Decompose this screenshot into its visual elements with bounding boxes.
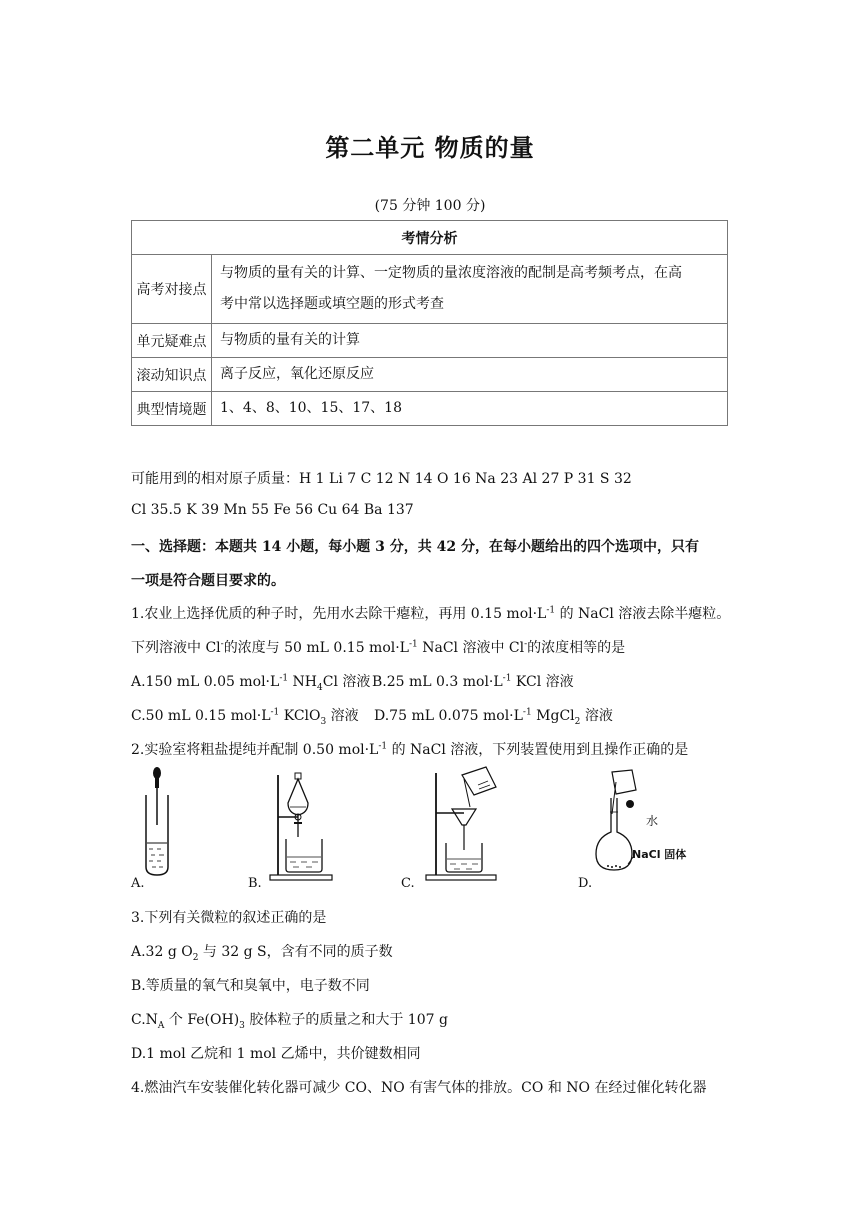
superscript: -1 bbox=[546, 605, 556, 616]
question-1-option-c[interactable] bbox=[131, 705, 359, 727]
question-1-option-d[interactable] bbox=[374, 705, 613, 727]
text: 胶体粒子的质量之和大于 107 g bbox=[244, 1012, 448, 1028]
apparatus-label-b: B. bbox=[248, 876, 262, 891]
table-key: 滚动知识点 bbox=[132, 358, 212, 392]
superscript: -1 bbox=[378, 741, 388, 752]
text: B.25 mL 0.3 mol·L bbox=[372, 674, 503, 690]
apparatus-b-separatory-funnel bbox=[268, 765, 338, 885]
apparatus-a-dropper-tube bbox=[137, 765, 187, 880]
superscript: -1 bbox=[279, 673, 289, 684]
text: A.32 g O bbox=[131, 944, 193, 960]
text: 个 Fe(OH) bbox=[164, 1012, 240, 1028]
table-row bbox=[132, 324, 728, 358]
question-3-stem: 3.下列有关微粒的叙述正确的是 bbox=[131, 910, 327, 926]
subscript: 2 bbox=[574, 716, 581, 727]
text: 的浓度相等的是 bbox=[527, 640, 626, 656]
nacl-solid-label: NaCl 固体 bbox=[632, 848, 687, 861]
subscript: 4 bbox=[317, 682, 323, 693]
subscript: 3 bbox=[239, 1020, 245, 1031]
apparatus-c-filtration bbox=[424, 765, 504, 885]
question-1-stem bbox=[131, 603, 730, 623]
text: NaCl 溶液中 Cl bbox=[417, 640, 525, 656]
text: NH bbox=[288, 674, 318, 690]
table-value: 1、4、8、10、15、17、18 bbox=[212, 392, 728, 426]
table-row bbox=[132, 255, 728, 324]
text: 2.实验室将粗盐提纯并配制 0.50 mol·L bbox=[131, 742, 379, 758]
atomic-masses-line: 可能用到的相对原子质量：H 1 Li 7 C 12 N 14 O 16 Na 23 Al 27 P 31 S 32 bbox=[131, 471, 632, 487]
superscript: -1 bbox=[270, 707, 280, 718]
question-3-option-d[interactable]: D.1 mol 乙烷和 1 mol 乙烯中，共价键数相同 bbox=[131, 1046, 421, 1062]
atomic-masses-line: Cl 35.5 K 39 Mn 55 Fe 56 Cu 64 Ba 137 bbox=[131, 502, 414, 518]
text: Cl 溶液 bbox=[322, 674, 371, 690]
table-value-line: 考中常以选择题或填空题的形式考查 bbox=[220, 296, 444, 312]
text: A.150 mL 0.05 mol·L bbox=[131, 674, 280, 690]
question-3-option-a[interactable] bbox=[131, 941, 393, 963]
superscript: -1 bbox=[502, 673, 512, 684]
text: 与 32 g S，含有不同的质子数 bbox=[198, 944, 393, 960]
text: 的浓度与 50 mL 0.15 mol·L bbox=[223, 640, 409, 656]
text: 溶液 bbox=[326, 708, 359, 724]
subscript: 3 bbox=[320, 716, 327, 727]
superscript: - bbox=[524, 639, 528, 650]
question-4-stem: 4.燃油汽车安装催化转化器可减少 CO、NO 有害气体的排放。CO 和 NO 在经过催化转化器 bbox=[131, 1080, 707, 1096]
question-1-option-a[interactable] bbox=[131, 671, 370, 693]
text: 溶液 bbox=[580, 708, 613, 724]
page-title: 第二单元 物质的量 bbox=[325, 134, 535, 162]
question-2-stem bbox=[131, 739, 688, 759]
table-row bbox=[132, 392, 728, 426]
table-key: 典型情境题 bbox=[132, 392, 212, 426]
text: D.75 mL 0.075 mol·L bbox=[374, 708, 523, 724]
question-1-option-b[interactable] bbox=[372, 671, 574, 691]
table-header-row bbox=[132, 221, 728, 255]
text: MgCl bbox=[531, 708, 575, 724]
table-key: 高考对接点 bbox=[132, 255, 212, 324]
water-label: 水 bbox=[646, 814, 659, 828]
text: KClO bbox=[279, 708, 321, 724]
subscript: A bbox=[157, 1020, 165, 1031]
table-value bbox=[212, 255, 728, 324]
table-value: 离子反应，氧化还原反应 bbox=[212, 358, 728, 392]
table-value: 与物质的量有关的计算 bbox=[212, 324, 728, 358]
apparatus-label-d: D. bbox=[578, 876, 593, 891]
table-key: 单元疑难点 bbox=[132, 324, 212, 358]
subscript: 2 bbox=[192, 952, 199, 963]
question-1-stem bbox=[131, 637, 625, 657]
analysis-table bbox=[131, 220, 728, 426]
section-heading: 一、选择题：本题共 14 小题，每小题 3 分，共 42 分，在每小题给出的四个选项中，只有 bbox=[131, 539, 699, 555]
superscript: -1 bbox=[408, 639, 418, 650]
page-subtitle: (75 分钟 100 分) bbox=[374, 198, 486, 214]
text: C.50 mL 0.15 mol·L bbox=[131, 708, 271, 724]
question-3-option-b[interactable]: B.等质量的氧气和臭氧中，电子数不同 bbox=[131, 978, 370, 994]
text: KCl 溶液 bbox=[511, 674, 574, 690]
apparatus-label-a: A. bbox=[131, 876, 145, 891]
superscript: -1 bbox=[522, 707, 532, 718]
table-value-line: 与物质的量有关的计算、一定物质的量浓度溶液的配制是高考频考点，在高 bbox=[220, 265, 682, 281]
question-3-option-c[interactable] bbox=[131, 1009, 448, 1031]
text: 1.农业上选择优质的种子时，先用水去除干瘪粒，再用 0.15 mol·L bbox=[131, 606, 547, 622]
table-header: 考情分析 bbox=[132, 221, 728, 255]
section-heading: 一项是符合题目要求的。 bbox=[131, 573, 285, 589]
apparatus-label-c: C. bbox=[401, 876, 415, 891]
text: 的 NaCl 溶液去除半瘪粒。 bbox=[555, 606, 731, 622]
text: C.N bbox=[131, 1012, 158, 1028]
text: 下列溶液中 Cl bbox=[131, 640, 221, 656]
superscript: - bbox=[220, 639, 224, 650]
table-row bbox=[132, 358, 728, 392]
text: 的 NaCl 溶液，下列装置使用到且操作正确的是 bbox=[387, 742, 689, 758]
